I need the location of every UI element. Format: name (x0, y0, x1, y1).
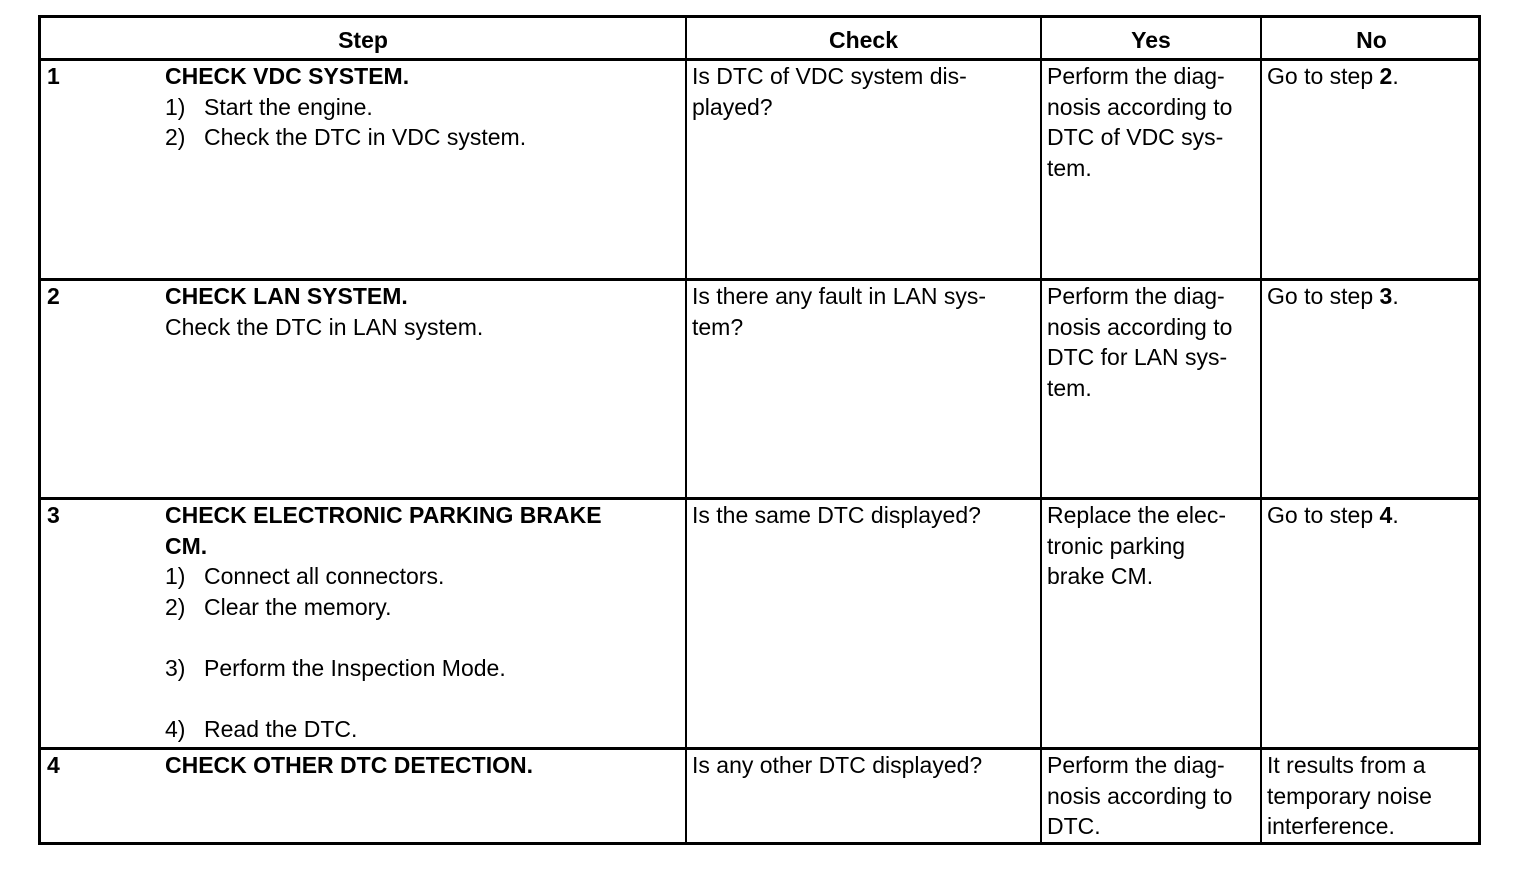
item-text: Start the engine. (204, 93, 373, 120)
step-item (165, 714, 675, 745)
no-prefix: Go to step (1267, 502, 1380, 528)
no-suffix: . (1392, 502, 1399, 528)
no-step-number: 3 (1379, 283, 1393, 309)
check-text: Is there any fault in LAN sys- tem? (692, 283, 987, 340)
item-index: 4) (165, 715, 186, 742)
no-suffix: . (1392, 283, 1399, 309)
no-prefix: Go to step (1267, 283, 1380, 309)
step-item (165, 653, 675, 684)
item-index: 1) (165, 563, 186, 589)
check-text: Is any other DTC displayed? (692, 752, 983, 778)
no-step-number: 2 (1379, 63, 1393, 89)
no-text (1267, 500, 1479, 531)
check-text: Is DTC of VDC system dis- played? (692, 63, 967, 120)
yes-text: Perform the diag- nosis according to DTC. (1047, 752, 1233, 839)
diagnostic-table (38, 15, 1481, 845)
step-content (165, 281, 675, 342)
step-item (165, 122, 675, 153)
no-suffix: . (1392, 63, 1399, 89)
step-number: 2 (47, 283, 60, 309)
header-no: No (1356, 27, 1387, 53)
step-number: 1 (47, 63, 60, 89)
step-instruction: Check the DTC in LAN system. (165, 313, 484, 340)
no-prefix: Go to step (1267, 63, 1380, 89)
no-text (1267, 61, 1479, 92)
step-content (165, 500, 675, 744)
spacer (165, 683, 675, 714)
step-item (165, 592, 675, 623)
header-yes: Yes (1131, 27, 1171, 53)
step-title: CHECK VDC SYSTEM. (165, 63, 410, 89)
item-text: Perform the Inspection Mode. (204, 654, 506, 681)
column-divider (1260, 18, 1262, 842)
check-text: Is the same DTC displayed? (692, 502, 981, 528)
no-step-number: 4 (1379, 502, 1393, 528)
column-divider (685, 18, 687, 842)
column-divider (1040, 18, 1042, 842)
header-check: Check (828, 27, 899, 53)
header-step: Step (338, 27, 388, 53)
spacer (165, 622, 675, 653)
no-text: It results from a temporary noise interference. (1267, 752, 1432, 839)
item-text: Check the DTC in VDC system. (204, 124, 527, 150)
step-title: CHECK OTHER DTC DETECTION. (165, 752, 533, 778)
yes-text: Replace the elec- tronic parking brake CM. (1047, 502, 1226, 589)
step-content (165, 750, 675, 781)
step-title: CHECK LAN SYSTEM. (165, 283, 408, 309)
item-text: Read the DTC. (204, 715, 358, 742)
step-number: 3 (47, 502, 60, 528)
step-content (165, 61, 675, 153)
yes-text: Perform the diag- nosis according to DTC of VDC sys- tem. (1047, 63, 1233, 181)
item-index: 2) (165, 124, 186, 150)
item-index: 2) (165, 593, 186, 620)
item-index: 1) (165, 93, 186, 120)
step-item (165, 92, 675, 123)
no-text (1267, 281, 1479, 312)
item-text: Connect all connectors. (204, 563, 445, 589)
item-index: 3) (165, 654, 186, 681)
item-text: Clear the memory. (204, 593, 392, 620)
yes-text: Perform the diag- nosis according to DTC for LAN sys- tem. (1047, 283, 1233, 401)
step-title: CHECK ELECTRONIC PARKING BRAKE CM. (165, 502, 602, 559)
step-number: 4 (47, 752, 60, 778)
step-item (165, 561, 675, 592)
